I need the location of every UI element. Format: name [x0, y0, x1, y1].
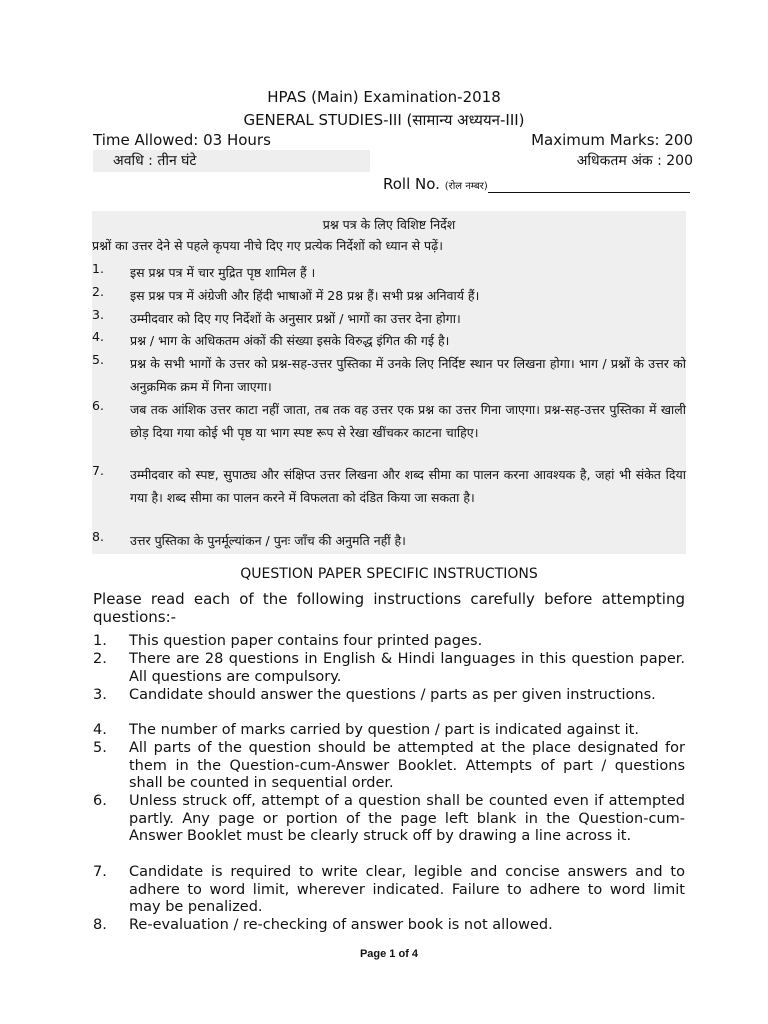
- item-text: जब तक आंशिक उत्तर काटा नहीं जाता, तब तक वह उत्तर एक प्रश्न का उत्तर गिना जाएगा। प्रश्न-सह-उत्तर पुस्तिका में खाली छोड़ दिया गया कोई भी पृष्ठ या भाग स्पष्ट रूप से रेखा खींचकर काटना चाहिए।: [130, 402, 686, 440]
- english-instructions-intro: Please read each of the following instructions carefully before attempting questions:-: [93, 590, 685, 626]
- item-text: प्रश्न के सभी भागों के उत्तर को प्रश्न-सह-उत्तर पुस्तिका में उनके लिए निर्दिष्ट स्थान पर लिखना होगा। भाग / प्रश्नों के उत्तर को अनुक्रमिक क्रम में गिना जाएगा।: [130, 356, 686, 394]
- item-text: इस प्रश्न पत्र में चार मुद्रित पृष्ठ शामिल हैं ।: [130, 265, 316, 280]
- item-number: 3.: [93, 687, 107, 703]
- hindi-instructions-intro: प्रश्नों का उत्तर देने से पहले कृपया नीचे दिए गए प्रत्येक निर्देशों को ध्यान से पढ़ें।: [92, 238, 443, 253]
- item-number: 2.: [92, 284, 104, 299]
- hindi-instructions: [92, 211, 686, 554]
- item-number: 8.: [92, 529, 104, 544]
- item-text: Unless struck off, attempt of a question shall be counted even if attempted partly. Any page or portion of the page left blank in the Question-cum-Answer Booklet must be clearly struck off by drawing a line across it.: [129, 793, 685, 845]
- duration-hindi: अवधि : तीन घंटे: [93, 150, 370, 172]
- paper-title: GENERAL STUDIES-III (सामान्य अध्ययन-III): [243, 111, 525, 129]
- hindi-instructions-heading: प्रश्न पत्र के लिए विशिष्ट निर्देश: [322, 217, 456, 232]
- english-instructions-heading: QUESTION PAPER SPECIFIC INSTRUCTIONS: [240, 566, 538, 582]
- item-text: उम्मीदवार को दिए गए निर्देशों के अनुसार प्रश्नों / भागों का उत्तर देना होगा।: [130, 311, 461, 326]
- item-number: 7.: [93, 864, 107, 880]
- item-number: 7.: [92, 463, 104, 478]
- item-number: 6.: [92, 398, 104, 413]
- item-text: Candidate should answer the questions / parts as per given instructions.: [129, 687, 656, 703]
- exam-title: HPAS (Main) Examination-2018: [267, 88, 501, 106]
- item-text: प्रश्न / भाग के अधिकतम अंकों की संख्या इसके विरुद्ध इंगित की गई है।: [130, 333, 450, 348]
- item-number: 4.: [93, 722, 107, 738]
- item-text: Candidate is required to write clear, legible and concise answers and to adhere to word limit, wherever indicated. Failure to adhere to word limit may be penalized.: [129, 864, 685, 916]
- item-number: 3.: [92, 307, 104, 322]
- item-number: 1.: [92, 261, 104, 276]
- roll-number-field: [383, 175, 690, 193]
- item-number: 5.: [93, 740, 107, 756]
- item-text: Re-evaluation / re-checking of answer book is not allowed.: [129, 917, 553, 933]
- maximum-marks-hindi: अधिकतम अंक : 200: [576, 153, 693, 169]
- item-text: All parts of the question should be attempted at the place designated for them in the Question-cum-Answer Booklet. Attempts of part / questions shall be counted in sequential order.: [129, 740, 685, 792]
- time-allowed: Time Allowed: 03 Hours: [93, 131, 271, 149]
- maximum-marks: Maximum Marks: 200: [531, 131, 693, 149]
- roll-number-blank: [488, 178, 690, 193]
- item-number: 2.: [93, 651, 107, 667]
- item-text: इस प्रश्न पत्र में अंग्रेजी और हिंदी भाषाओं में 28 प्रश्न हैं। सभी प्रश्न अनिवार्य हैं।: [130, 288, 480, 303]
- item-text: उम्मीदवार को स्पष्ट, सुपाठ्य और संक्षिप्त उत्तर लिखना और शब्द सीमा का पालन करना आवश्यक है, जहां भी संकेत दिया गया है। शब्द सीमा का पालन करने में विफलता को दंडित किया जा सकता है।: [130, 467, 686, 505]
- item-number: 8.: [93, 917, 107, 933]
- item-text: There are 28 questions in English & Hindi languages in this question paper. All questions are compulsory.: [129, 651, 685, 685]
- item-number: 6.: [93, 793, 107, 809]
- roll-number-label: Roll No.: [383, 175, 440, 193]
- item-text: The number of marks carried by question / part is indicated against it.: [129, 722, 639, 738]
- item-number: 1.: [93, 633, 107, 649]
- roll-number-hindi-label: (रोल नम्बर): [444, 181, 488, 192]
- item-number: 5.: [92, 352, 104, 367]
- page-number: Page 1 of 4: [359, 948, 419, 960]
- item-text: उत्तर पुस्तिका के पुनर्मूल्यांकन / पुनः जाँच की अनुमति नहीं है।: [130, 533, 406, 548]
- item-number: 4.: [92, 329, 104, 344]
- item-text: This question paper contains four printed pages.: [129, 633, 483, 649]
